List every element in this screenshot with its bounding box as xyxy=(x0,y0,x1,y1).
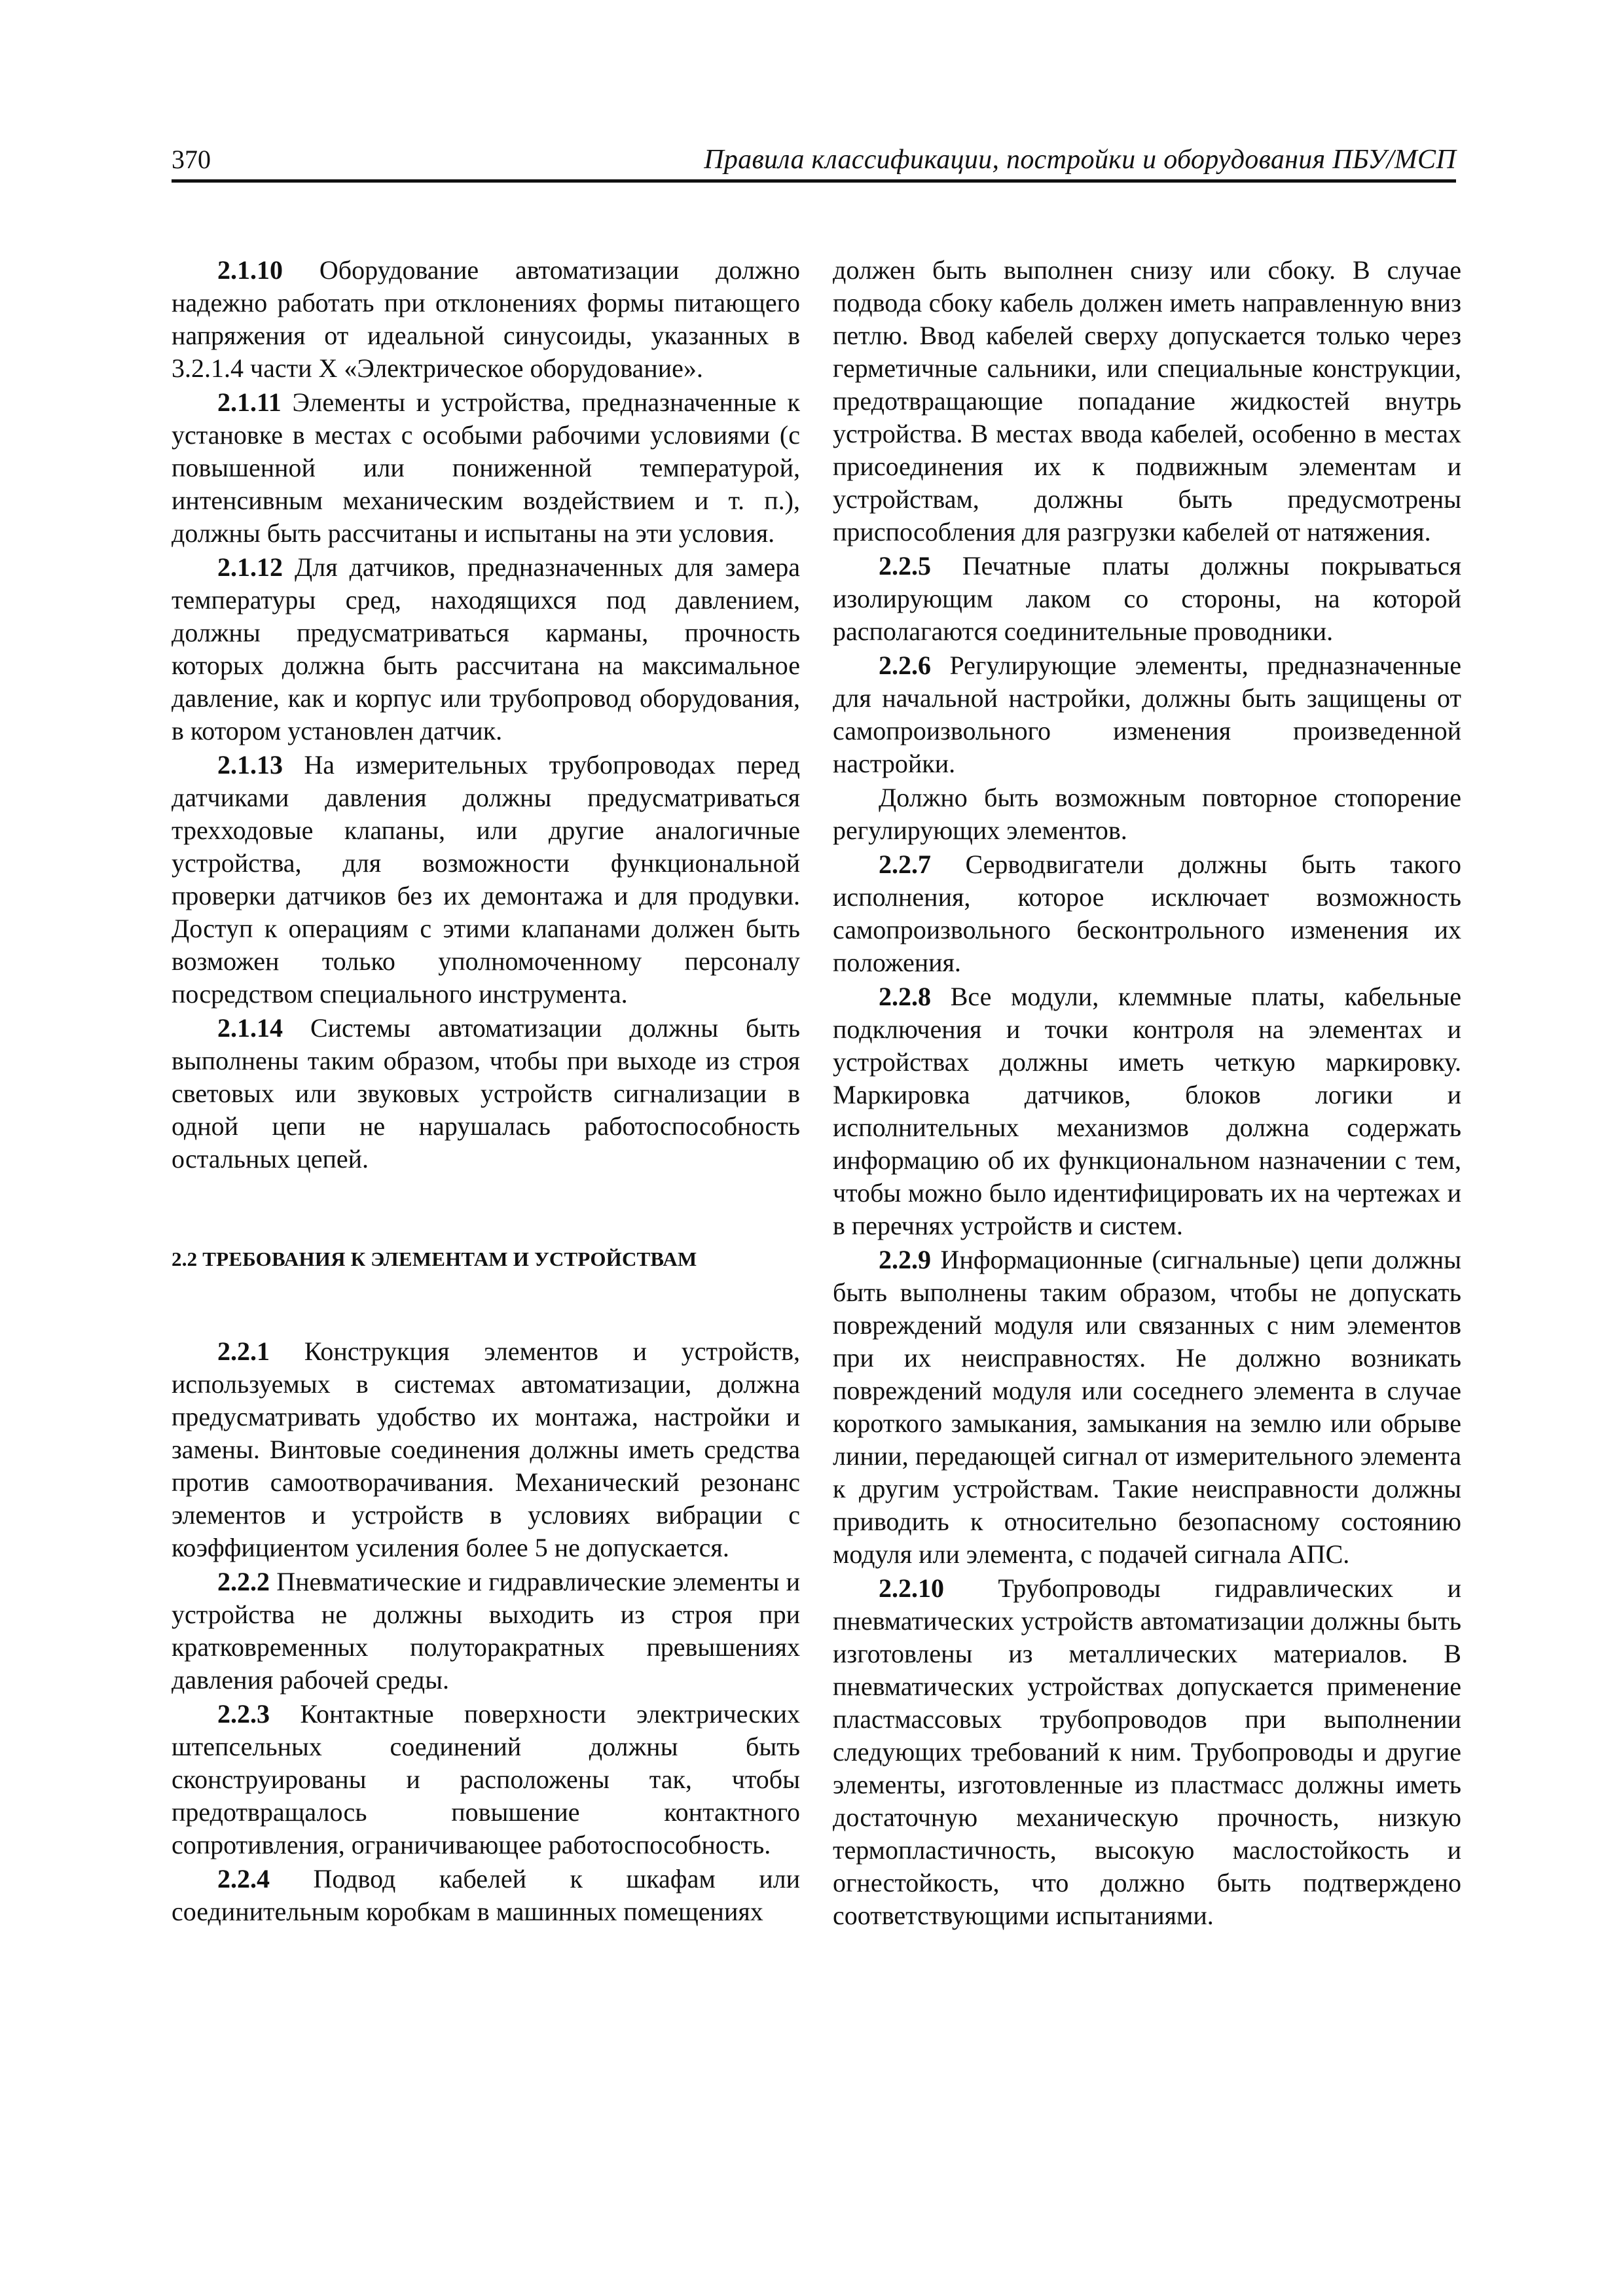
clause-number: 2.2.10 xyxy=(879,1573,944,1603)
clause-text: должен быть выполнен снизу или сбоку. В случае подвода сбоку кабель должен иметь направленную вниз петлю. Ввод кабелей сверху допускается только через герметичные сальники, или специальные конструкции, предотвращающие попадание жидкостей внутрь устройства. В местах ввода кабелей, особенно в местах присоединения их к подвижным элементам и устройствам, должны быть предусмотрены приспособления для разгрузки кабелей от натяжения. xyxy=(833,255,1461,547)
paragraph-2-1-11 xyxy=(172,386,800,550)
clause-text: Должно быть возможным повторное стопорение регулирующих элементов. xyxy=(833,783,1461,845)
paragraph-2-1-13 xyxy=(172,749,800,1011)
clause-number: 2.2.5 xyxy=(879,551,931,581)
clause-text: Подвод кабелей к шкафам или соединительным коробкам в машинных помещениях xyxy=(172,1864,800,1926)
running-title: Правила классификации, постройки и оборудования ПБУ/МСП xyxy=(704,145,1456,175)
paragraph-2-2-8 xyxy=(833,980,1461,1242)
clause-number: 2.2.8 xyxy=(879,982,931,1011)
clause-text: Серводвигатели должны быть такого исполнения, которое исключает возможность самопроизвольного бесконтрольного изменения их положения. xyxy=(833,850,1461,977)
clause-number: 2.2.4 xyxy=(217,1864,270,1893)
clause-text: Регулирующие элементы, предназначенные для начальной настройки, должны быть защищены от самопроизвольного изменения произведенной настройки. xyxy=(833,651,1461,778)
clause-text: Все модули, клеммные платы, кабельные подключения и точки контроля на элементах и устройствах должны иметь четкую маркировку. Маркировка датчиков, блоков логики и исполнительных механизмов должна содержать информацию об их функциональном назначении с тем, чтобы можно было идентифицировать их на чертежах и в перечнях устройств и систем. xyxy=(833,982,1461,1240)
paragraph-2-2-6-b xyxy=(833,781,1461,847)
clause-text: Для датчиков, предназначенных для замера температуры сред, находящихся под давлением, должны предусматриваться карманы, прочность которых должна быть рассчитана на максимальное давление, как и корпус или трубопровод оборудования, в котором установлен датчик. xyxy=(172,552,800,745)
right-column xyxy=(833,254,1461,1932)
paragraph-2-2-4 xyxy=(172,1863,800,1928)
paragraph-2-1-10 xyxy=(172,254,800,385)
clause-number: 2.2.2 xyxy=(217,1567,270,1596)
clause-text: Контактные поверхности электрических штепсельных соединений должны быть сконструированы и расположены так, чтобы предотвращалось повышение контактного сопротивления, ограничивающее работоспособность. xyxy=(172,1699,800,1859)
clause-number: 2.2.7 xyxy=(879,850,931,879)
clause-text: Конструкция элементов и устройств, используемых в системах автоматизации, должна предусматривать удобство их монтажа, настройки и замены. Винтовые соединения должны иметь средства против самоотворачивания. Механический резонанс элементов и устройств в условиях вибрации с коэффициентом усиления более 5 не допускается. xyxy=(172,1336,800,1562)
clause-number: 2.1.14 xyxy=(217,1013,283,1043)
clause-number: 2.1.12 xyxy=(217,552,283,582)
clause-text: Трубопроводы гидравлических и пневматических устройств автоматизации должны быть изготовлены из металлических материалов. В пневматических устройствах допускается применение пластмассовых трубопроводов при выполнении следующих требований к ним. Трубопроводы и другие элементы, изготовленные из пластмасс должны иметь достаточную механическую прочность, низкую термопластичность, высокую маслостойкость и огнестойкость, что должно быть подтверждено соответствующими испытаниями. xyxy=(833,1573,1461,1930)
page-number: 370 xyxy=(172,145,211,174)
paragraph-2-1-14 xyxy=(172,1012,800,1175)
paragraph-2-2-1 xyxy=(172,1335,800,1564)
clause-text: Информационные (сигнальные) цепи должны быть выполнены таким образом, чтобы не допускать повреждений модуля или связанных с ним элементов при их неисправностях. Не должно возникать повреждений модуля или соседнего элемента в случае короткого замыкания, замыкания на землю или обрыве линии, передающей сигнал от измерительного элемента к другим устройствам. Такие неисправности должны приводить к относительно безопасному состоянию модуля или элемента, с подачей сигнала АПС. xyxy=(833,1245,1461,1569)
clause-text: Пневматические и гидравлические элементы и устройства не должны выходить из строя при кратковременных полуторакратных превышениях давления рабочей среды. xyxy=(172,1567,800,1695)
section-heading: 2.2 ТРЕБОВАНИЯ К ЭЛЕМЕНТАМ И УСТРОЙСТВАМ xyxy=(172,1247,697,1270)
clause-number: 2.1.13 xyxy=(217,750,283,780)
paragraph-2-2-7 xyxy=(833,848,1461,979)
paragraph-2-2-9 xyxy=(833,1244,1461,1571)
clause-number: 2.1.11 xyxy=(217,387,282,417)
clause-number: 2.2.1 xyxy=(217,1336,270,1366)
clause-number: 2.2.3 xyxy=(217,1699,270,1729)
clause-number: 2.2.9 xyxy=(879,1245,931,1274)
paragraph-2-2-2 xyxy=(172,1566,800,1696)
paragraph-2-2-3 xyxy=(172,1698,800,1861)
clause-text: Печатные платы должны покрываться изолирующим лаком со стороны, на которой располагаются соединительные проводники. xyxy=(833,551,1461,646)
paragraph-2-2-6 xyxy=(833,649,1461,780)
clause-text: Элементы и устройства, предназначенные к установке в местах с особыми рабочими условиями (с повышенной или пониженной температурой, интенсивным механическим воздействием и т. п.), должны быть рассчитаны и испытаны на эти условия. xyxy=(172,387,800,548)
paragraph-2-1-12 xyxy=(172,551,800,747)
clause-text: Оборудование автоматизации должно надежно работать при отклонениях формы питающего напряжения от идеальной синусоиды, указанных в 3.2.1.4 части X «Электрическое оборудование». xyxy=(172,255,800,383)
paragraph-2-2-5 xyxy=(833,550,1461,648)
clause-number: 2.2.6 xyxy=(879,651,931,680)
page-header xyxy=(172,143,1456,183)
left-column xyxy=(172,254,800,1929)
clause-number: 2.1.10 xyxy=(217,255,283,285)
paragraph-2-2-10 xyxy=(833,1572,1461,1932)
paragraph-2-2-4-continued xyxy=(833,254,1461,548)
clause-text: На измерительных трубопроводах перед датчиками давления должны предусматриваться трехходовые клапаны, или другие аналогичные устройства, для возможности функциональной проверки датчиков без их демонтажа и для продувки. Доступ к операциям с этими клапанами должен быть возможен только уполномоченному персоналу посредством специального инструмента. xyxy=(172,750,800,1009)
clause-text: Системы автоматизации должны быть выполнены таким образом, чтобы при выходе из строя световых или звуковых устройств сигнализации в одной цепи не нарушалась работоспособность остальных цепей. xyxy=(172,1013,800,1174)
